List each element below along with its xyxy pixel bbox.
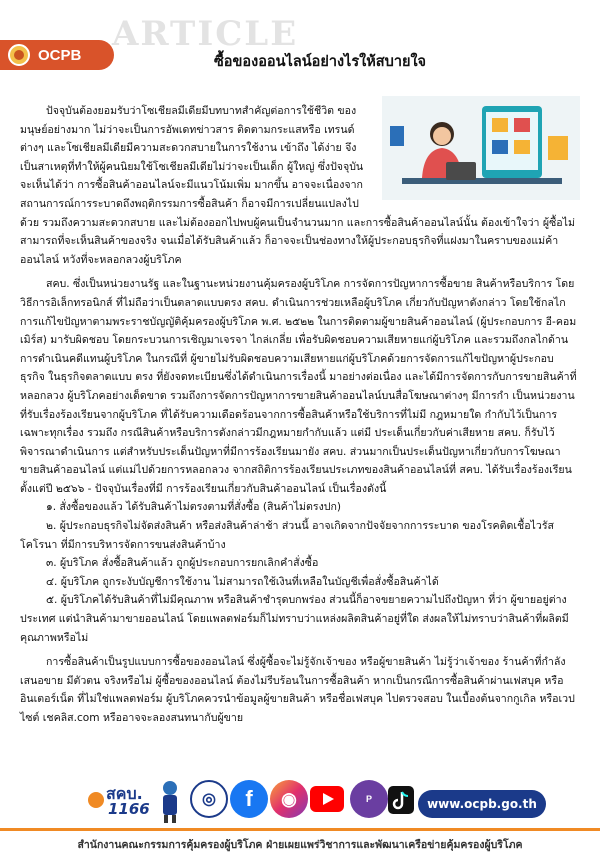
youtube-icon[interactable] — [310, 786, 344, 816]
phone-icon — [88, 792, 104, 808]
ocpb-direct-icon[interactable]: ◎ — [190, 780, 228, 818]
list-item: ๕. ผู้บริโภคได้รับสินค้าที่ไม่มีคุณภาพ หรือสินค้าชำรุดบกพร่อง ส่วนนี้ก็อาจขยายความไปถึงปัญหา ที่ว่า ผู้ขายอยู่ต่างประเทศ แต่นำสินค้ามาขายออนไลน์ โดยแพลตฟอร์มก็ไม่ทราบว่าแหล่งผลิตสินค้าอยู่ที่ใด ส่งผลให้ไม่ทราบว่าสินค้าที่ผลิตมีคุณภาพหรือไม่ — [20, 594, 569, 644]
instagram-icon[interactable]: ◉ — [270, 780, 308, 818]
facebook-icon[interactable]: f — [230, 780, 268, 818]
garuda-seal-icon — [8, 44, 30, 66]
website-link[interactable]: www.ocpb.go.th — [418, 790, 546, 818]
footer — [0, 774, 600, 852]
list-item: ๒. ผู้ประกอบธุรกิจไม่จัดส่งสินค้า หรือส่งสินค้าล่าช้า ส่วนนี้ อาจเกิดจากปัจจัยจากการระบาด ของโรคติดเชื้อไวรัสโคโรนา ที่มีการบริหารจัดการขนส่งสินค้าบ้าง — [20, 520, 554, 551]
page-title: ซื้อของออนไลน์อย่างไรให้สบายใจ — [213, 54, 427, 70]
footer-caption: สำนักงานคณะกรรมการคุ้มครองผู้บริโภค ฝ่ายเผยแพร่วิชาการและพัฒนาเครือข่ายคุ้มครองผู้บริโภค — [77, 839, 523, 851]
hotline-label: สคบ. — [106, 784, 143, 803]
tiktok-icon[interactable] — [388, 786, 414, 818]
ocpb-logo[interactable] — [0, 40, 114, 70]
paragraph-ocpb-role: สคบ. ซึ่งเป็นหน่วยงานรัฐ และในฐานะหน่วยงานคุ้มครองผู้บริโภค การจัดการปัญหาการซื้อขาย สินค้าหรือบริการ โดยวิธีการอิเล็กทรอนิกส์ ที่ไม่ถือว่าเป็นตลาดแบบตรง สคบ. ดำเนินการช่วยเหลือผู้บริโภค เกี่ยวกับปัญหาดังกล่าว โดยใช้กลไกการแก้ไขปัญหาตามพระราชบัญญัติคุ้มครองผู้บริโภค พ.ศ. ๒๕๒๒ ในการติดตามผู้ขายสินค้าออนไลน์ (ผู้ประกอบการ อี-คอมเมิร์ส) มารับผิดชอบ โดยกระบวนการเชิญมาเจรจา ไกล่เกลี่ย เพื่อรับผิดชอบความเสียหายแก่ผู้บริโภค และรวมถึงกลไกด้านการดำเนินคดีแทนผู้บริโภค ในกรณีที่ ผู้ขายไม่รับผิดชอบความเสียหายแก่ผู้บริโภคด้วยการจัดการแก้ไขปัญหาผู้ประกอบธุรกิจ ในธุรกิจตลาดแบบ ตรง ที่ยังจดทะเบียนซึ่งได้ดำเนินการเรื่องนี้ มาอย่างต่อเนื่อง และได้มีการจัดการกับการขายสินค้าที่หลอกลวง ผู้บริโภคอย่างเด็ดขาด รวมถึงการจัดการปัญหาการขายสินค้าออนไลน์บนสื่อโฆษณาต่างๆ มีการกำ เป็นหน่วยงานที่รับเรื่องร้องเรียนจากผู้บริโภค ที่ได้รับความเดือดร้อนจากการซื้อสินค้าหรือใช้บริการที่ไม่มี กฎหมายใด กำกับไว้เป็นการเฉพาะทุกเรื่อง รวมถึง กรณีสินค้าหรือบริการดังกล่าวมีกฎหมายกำกับแล้ว แต่มี ประเด็นเกี่ยวกับค่าเสียหาย สคบ. ก็รับไว้พิจารณาดำเนินการ แต่สำหรับประเด็นปัญหาที่มีการร้องเรียนมายัง สคบ. ส่วนมากเป็นประเด็นปัญหาเกี่ยวกับการโฆษณาขายสินค้าออนไลน์ แต่แม่ไปด้วยการหลอกลวง จากสถิติการร้องเรียนประเภทของสินค้าออนไลน์ที่ สคบ. ได้รับเรื่องร้องเรียน ตั้งแต่ปี ๒๕๖๖ - ปัจจุบันเรื่องที่มี การร้องเรียนเกี่ยวกับสินค้าออนไลน์ เป็นเรื่องดังนี้ — [20, 278, 577, 495]
hotline-1166[interactable] — [88, 782, 154, 822]
list-item: ๓. ผู้บริโภค สั่งซื้อสินค้าแล้ว ถูกผู้ประกอบการยกเลิกคำสั่งซื้อ — [46, 557, 319, 570]
header — [0, 0, 600, 86]
list-item: ๔. ผู้บริโภค ถูกระงับบัญชีการใช้งาน ไม่สามารถใช้เงินที่เหลือในบัญชีเพื่อสั่งซื้อสินค้าได้ — [46, 575, 439, 588]
footer-divider — [0, 828, 600, 831]
article-watermark: ARTICLE — [112, 14, 299, 54]
paragraph-intro: ปัจจุบันต้องยอมรับว่าโซเชียลมีเดียมีบทบาทสำคัญต่อการใช้ชีวิต ของมนุษย์อย่างมาก ไม่ว่าจะเป็นการอัพเดทข่าวสาร ติดตามกระแสหรือ เทรนด์ต่างๆ และโซเชียลมีเดียมีความสะดวกสบายในการใช้งาน เข้าถึง ได้ง่าย จึงเป็นสาเหตุที่ทำให้ผู้คนนิยมใช้โซเชียลมีเดียไม่ว่าจะเป็นเด็ก ผู้ใหญ่ ซึ่งปัจจุบันจะเห็นได้ว่า การซื้อสินค้าออนไลน์จะมีแนวโน้มเพิ่ม มากขึ้น อาจจะเนื่องจากสถานการณ์การระบาดถึงพฤติกรรมการซื้อสินค้า ก็อาจมีการเปลี่ยนแปลงไปด้วย รวมถึงความสะดวกสบาย และไม่ต้องออกไปพบผู้คนเป็นจำนวนมาก และการซื้อสินค้าออนไลน์นั้น ต้องเข้าใจว่า ผู้ซื้อไม่สามารถที่จะเห็นสินค้าของจริง จนเมื่อได้รับสินค้าแล้ว ก็อาจจะเป็นช่องทางให้ผู้ประกอบธุรกิจที่แฝงมาในคราบของแม่ค้าออนไลน์ หวังที่จะหลอกลวงผู้บริโภค — [20, 105, 575, 266]
hotline-number: 1166 — [108, 800, 150, 818]
pantip-icon[interactable]: P — [350, 780, 388, 818]
logo-text: OCPB — [38, 46, 82, 64]
paragraph-advice: การซื้อสินค้าเป็นรูปแบบการซื้อของออนไลน์ ซึ่งผู้ซื้อจะไม่รู้จักเจ้าของ หรือผู้ขายสินค้า ไม่รู้ว่าเจ้าของ ร้านค้าที่กำลังเสนอขาย มีตัวตน จริงหรือไม่ ผู้ซื้อของออนไลน์ ต้องไม่รีบร้อนในการซื้อสินค้า หากเป็นกรณีการซื้อสินค้าผ่านเฟสบุค หรืออินเตอร์เน็ต ที่ไม่ใช่แพลตฟอร์ม ผู้บริโภคควรนำข้อมูลผู้ขายสินค้า หรือชื่อเฟสบุค ไปตรวจสอบ ในเบื้องต้นจากกูเกิล หรือเวปไซต์ เชคลิส.com หรืออาจจะลองสนทนากับผู้ขาย — [20, 656, 575, 724]
list-item: ๑. สั่งซื้อของแล้ว ได้รับสินค้าไม่ตรงตามที่สั่งซื้อ (สินค้าไม่ตรงปก) — [46, 501, 342, 514]
article-body — [20, 102, 578, 728]
mascot-icon — [158, 780, 182, 828]
